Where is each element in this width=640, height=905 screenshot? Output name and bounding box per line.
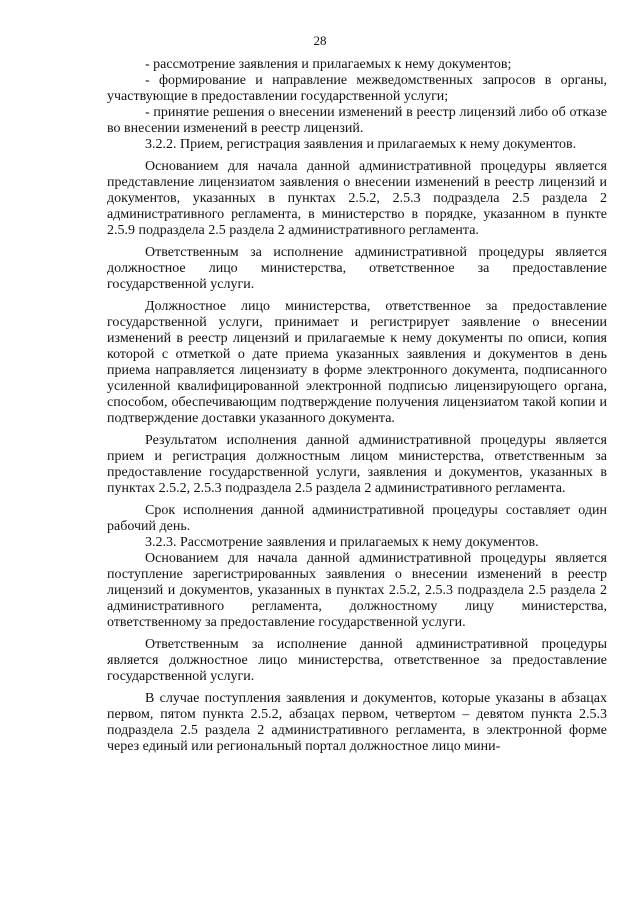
paragraph-basis-3-2-2: Основанием для начала данной административной процедуры является представление лицензиатом заявления о внесении изменений в реестр лицензий и документов, указанных в пунктах 2.5.2, 2.5.3 подраздела 2.5 раздела 2 административного регламента, в министерство в порядке, указанном в пункте 2.5.9 подраздела 2.5 раздела 2 административного регламента. bbox=[107, 159, 607, 238]
paragraph-result-3-2-2: Результатом исполнения данной административной процедуры является прием и регистрация должностным лицом министерства, ответственным за предоставление государственной услуги, заявления и документов, указанных в пунктах 2.5.2, 2.5.3 подраздела 2.5 раздела 2 административного регламента. bbox=[107, 433, 607, 496]
section-heading-3-2-2: 3.2.2. Прием, регистрация заявления и прилагаемых к нему документов. bbox=[145, 137, 577, 152]
paragraph-official-actions: Должностное лицо министерства, ответственное за предоставление государственной услуги, принимает и регистрирует заявление о внесении изменений в реестр лицензий и прилагаемые к нему документы по описи, копия которой с отметкой о дате приема указанных заявления и документов в день приема направляется лицензиату в форме электронного документа, подписанного усиленной квалифицированной электронной подписью лицензирующего органа, способом, обеспечивающим подтверждение получения лицензиатом такой копии и подтверждение доставки указанного документа. bbox=[107, 299, 607, 426]
document-body bbox=[107, 57, 607, 755]
paragraph-list-item-1: - рассмотрение заявления и прилагаемых к нему документов; bbox=[145, 57, 512, 72]
paragraph-list-item-3: - принятие решения о внесении изменений в реестр лицензий либо об отказе во внесении изменений в реестр лицензий. bbox=[107, 105, 607, 136]
paragraph-responsible-3-2-2: Ответственным за исполнение административной процедуры является должностное лицо министерства, ответственное за предоставление государственной услуги. bbox=[107, 245, 607, 292]
paragraph-deadline-3-2-2: Срок исполнения данной административной процедуры составляет один рабочий день. bbox=[107, 503, 607, 534]
paragraph-basis-3-2-3: Основанием для начала данной административной процедуры является поступление зарегистрированных заявления о внесении изменений в реестр лицензий и документов, указанных в пунктах 2.5.2, 2.5.3 подраздела 2.5 раздела 2 административного регламента, должностному лицу министерства, ответственному за предоставление государственной услуги. bbox=[107, 551, 607, 630]
paragraph-responsible-3-2-3: Ответственным за исполнение данной административной процедуры является должностное лицо министерства, ответственное за предоставление государственной услуги. bbox=[107, 637, 607, 684]
section-heading-3-2-3: 3.2.3. Рассмотрение заявления и прилагаемых к нему документов. bbox=[145, 535, 539, 550]
paragraph-list-item-2: - формирование и направление межведомственных запросов в органы, участвующие в предоставлении государственной услуги; bbox=[107, 73, 607, 104]
page-number: 28 bbox=[313, 33, 327, 48]
paragraph-electronic-submission: В случае поступления заявления и документов, которые указаны в абзацах первом, пятом пункта 2.5.2, абзацах первом, четвертом – девятом пункта 2.5.3 подраздела 2.5 раздела 2 административного регламента, в электронной форме через единый или региональный портал должностное лицо мини- bbox=[107, 691, 607, 754]
